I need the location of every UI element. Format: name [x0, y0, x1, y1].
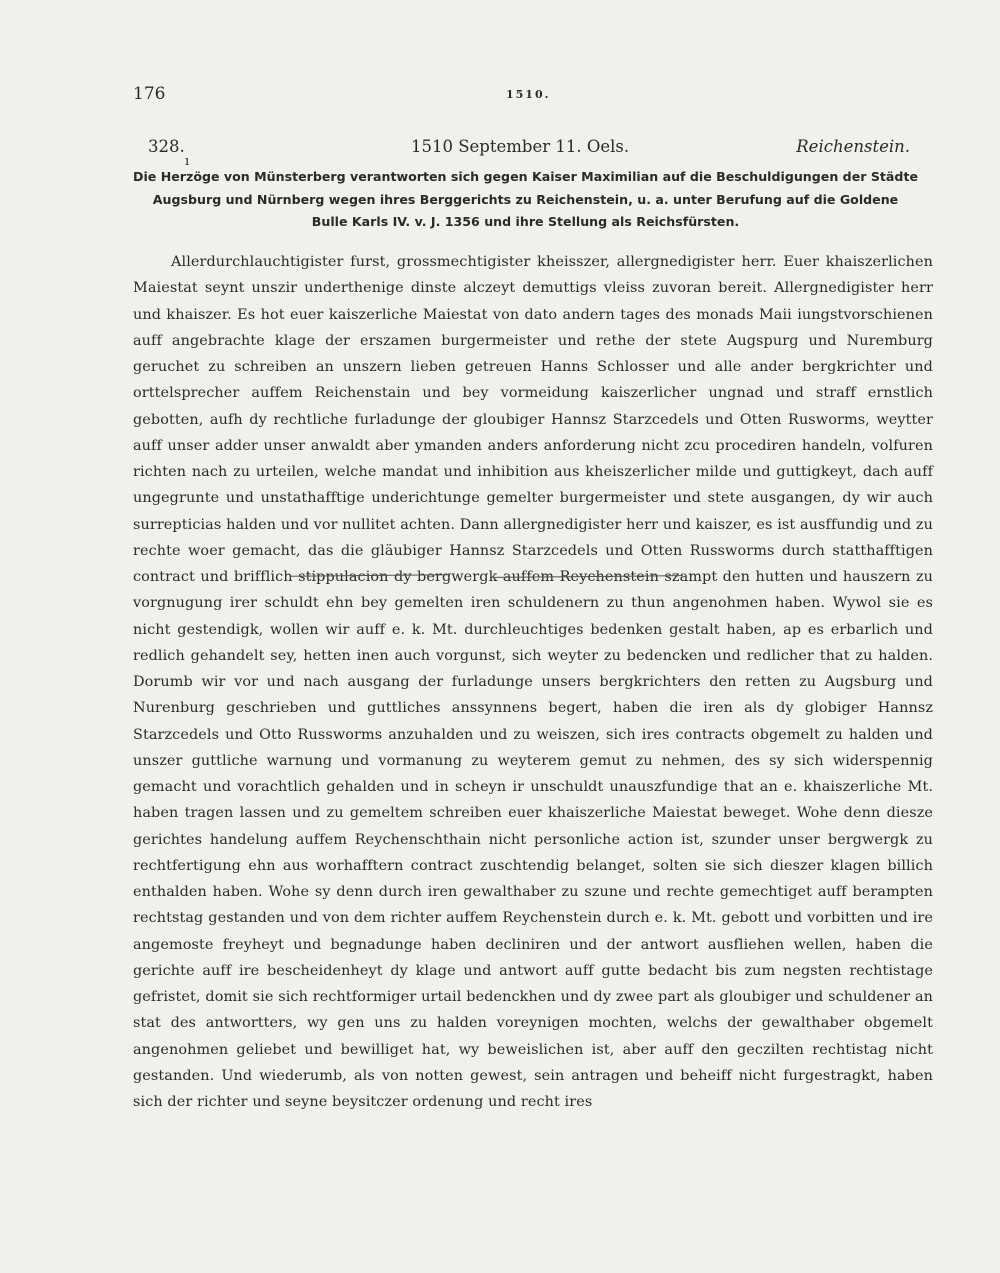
document-number: 328. [148, 137, 185, 156]
letter-body: Allerdurchlauchtigister furst, grossmechtigister kheisszer, allergnedigister herr. Euer khaiszerlichen Maiestat seynt unszir underthenige dinste alczeyt demuttigs vleiss zuvoran bereit. Allergnedigister herr und khaiszer. Es hot euer kaiszerliche Maiestat von dato andern tages des monads Maii iungstvorschienen auff angebrachte klage der erszamen burgermeister und rethe der stete Augspurg und Nuremburg geruchet zu schreiben an unszern lieben getreuen Hanns Schlosser und alle ander bergkrichter und orttelsprecher auffem Reichenstain und bey vormeidung kaiszerlicher ungnad und straff ernstlich gebotten, aufh dy rechtliche furladunge der gloubiger Hannsz Starzcedels und Otten Rusworms, weytter auff unser adder unser anwaldt aber ymanden anders anforderung nicht zcu procediren handeln, volfuren richten nach zu urteilen, welche mandat und inhibition aus kheiszerlicher milde und guttigkeyt, dach auff ungegrunte und unstathafftige underichtunge gemelter burgermeister und stete ausgangen, dy wir auch surrepticias halden und vor nullitet achten. Dann allergnedigister herr und kaiszer, es ist ausffundig und zu rechte woer gemacht, das die gläubiger Hannsz Starzcedels und Otten Russworms durch statthafftigen contract und brifflich stippulacion dy bergwergk auffem Reychenstein szampt den hutten und hauszern zu vorgnugung irer schuldt ehn bey gemelten iren schuldenern zu thun angenohmen haben. Wywol sie es nicht gestendigk, wollen wir auff e. k. Mt. durchleuchtiges bedenken gestalt haben, ap es erbarlich und redlich gehandelt sey, hetten inen auch vorgunst, sich weyter zu bedencken und redlicher that zu halden. Dorumb wir vor und nach ausgang der furladunge unsers bergkrichters den retten zu Augsburg und Nurenburg geschrieben und guttliches anssynnens begert, haben die iren als dy globiger Hannsz Starzcedels und Otto Russworms anzuhalden und zu weiszen, sich ires contracts obgemelt zu halden und unszer guttliche warnung und vormanung zu weyterem gemut zu nehmen, des sy sich widerspennig gemacht und vorachtlich gehalden und in scheyn ir unschuldt unauszfundige that an e. khaiszerliche Mt. haben tragen lassen und zu gemeltem schreiben euer khaiszerliche Maiestat beweget. Wohe denn diesze gerichtes handelung auffem Reychenschthain nicht personliche action ist, szunder unser bergwergk zu rechtfertigung ehn aus worhafftern contract zuschtendig belanget, solten sie sich dieszer klagen billich enthalden haben. Wohe sy denn durch iren gewalthaber zu szune und rechte gemechtiget auff berampten rechtstag gestanden und von dem richter auffem Reychenstein durch e. k. Mt. gebott und vorbitten und ire angemoste freyheyt und begnadunge haben decliniren und der antwort ausfliehen wellen, haben die gerichte auff ire bescheidenheyt dy klage und antwort auff gutte bedacht bis zum negsten rechtistage gefristet, domit sie sich rechtformiger urtail bedenckhen und dy zwee part als gloubiger und schuldener an stat des antwortters, wy gen uns zu halden voreynigen mochten, welchs der gewalthaber obgemelt angenohmen geliebet und bewilliget hat, wy beweislichen ist, aber auff den geczilten rechtistag nicht gestanden. Und wiederumb, als von notten gewest, sein antragen und beheiff nicht furgestragkt, haben sich der richter und seyne beysitczer ordenung und recht ires [133, 254, 933, 1110]
regest-summary: Die Herzöge von Münsterberg verantworten sich gegen Kaiser Maximilian auf die Beschuldigungen der Städte Augsburg und Nürnberg wegen ihres Berggerichts zu Reichenstein, u. a. unter Berufung auf die Goldene Bulle Karls IV. v. J. 1356 und ihre Stellung als Reichsfürsten. [133, 169, 919, 230]
document-heading [133, 137, 910, 163]
running-head [133, 84, 930, 108]
marginal-mark: ı [185, 154, 190, 169]
page-number: 176 [133, 84, 166, 104]
header-year: 1510. [506, 88, 551, 101]
document-place: Reichenstein. [796, 137, 910, 156]
document-date: 1510 September 11. Oels. [411, 137, 630, 156]
